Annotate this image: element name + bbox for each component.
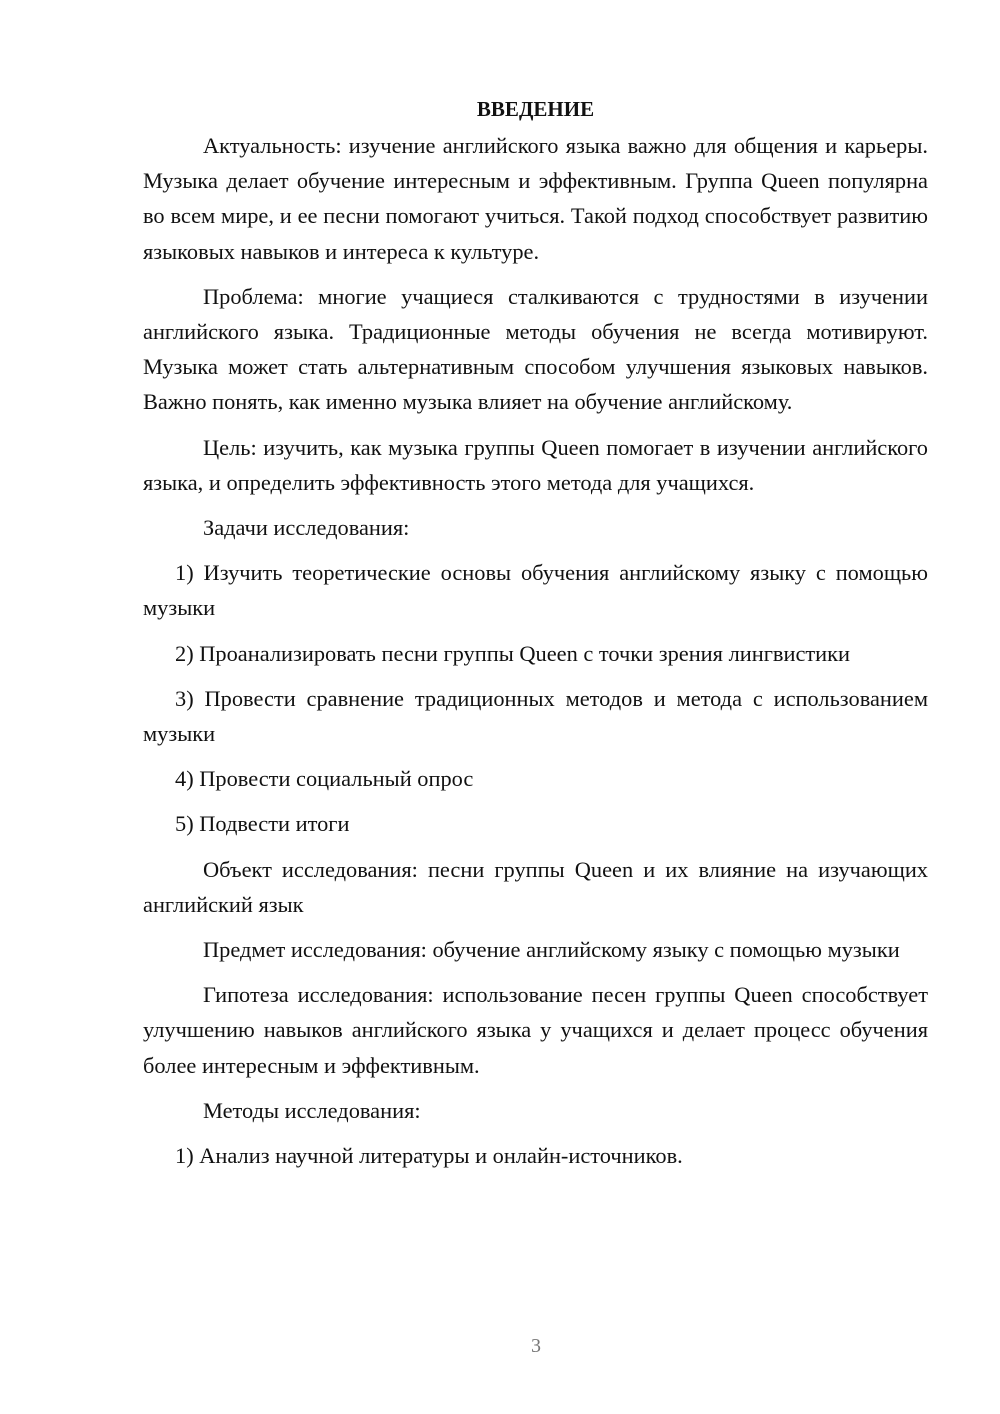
subject-paragraph: Предмет исследования: обучение английскому языку с помощью музыки	[203, 937, 900, 963]
methods-heading: Методы исследования:	[203, 1097, 421, 1123]
page-number: 3	[531, 1335, 541, 1357]
hypothesis-paragraph: Гипотеза исследования: использование песен группы Queen способствует улучшению навыков английского языка у учащихся и делает процесс обучения более интересным и эффективным.	[143, 982, 928, 1078]
tasks-heading: Задачи исследования:	[203, 515, 410, 541]
task-item: 3) Провести сравнение традиционных методов и метода с использованием музыки	[143, 685, 928, 747]
goal-paragraph: Цель: изучить, как музыка группы Queen помогает в изучении английского языка, и определить эффективность этого метода для учащихся.	[143, 434, 928, 495]
problem-paragraph: Проблема: многие учащиеся сталкиваются с трудностями в изучении английского языка. Традиционные методы обучения не всегда мотивируют. Музыка может стать альтернативным способом улучшения языковых навыков. Важно понять, как именно музыка влияет на обучение английскому.	[143, 283, 928, 415]
relevance-paragraph: Актуальность: изучение английского языка важно для общения и карьеры. Музыка делает обучение интересным и эффективным. Группа Queen популярна во всем мире, и ее песни помогают учиться. Такой подход способствует развитию языковых навыков и интереса к культуре.	[143, 133, 928, 264]
section-heading: ВВЕДЕНИЕ	[476, 97, 595, 121]
method-item: 1) Анализ научной литературы и онлайн-источников.	[175, 1143, 683, 1169]
task-item: 4) Провести социальный опрос	[175, 766, 474, 792]
task-item: 1) Изучить теоретические основы обучения английскому языку с помощью музыки	[143, 560, 928, 621]
object-paragraph: Объект исследования: песни группы Queen и их влияние на изучающих английский язык	[143, 856, 928, 917]
page-content	[143, 93, 928, 1183]
task-item: 5) Подвести итоги	[175, 811, 350, 837]
task-item: 2) Проанализировать песни группы Queen с точки зрения лингвистики	[175, 640, 851, 666]
